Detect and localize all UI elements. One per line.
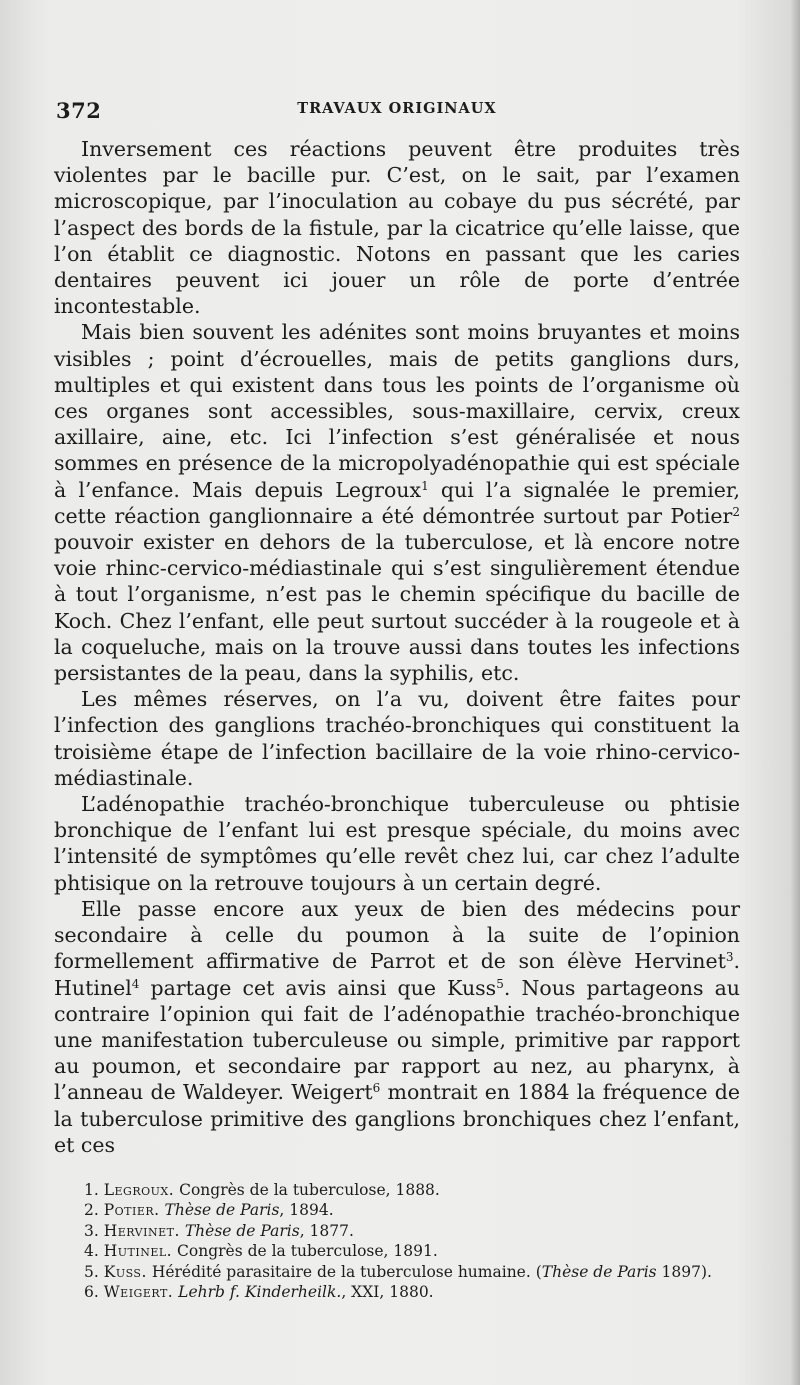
footnote-5: 5. Kuss. Hérédité parasitaire de la tuberculose humaine. (Thèse de Paris 1897). bbox=[84, 1262, 712, 1281]
footnote-ref-6[interactable]: 6 bbox=[372, 1081, 381, 1096]
page-header bbox=[54, 90, 740, 130]
footnote-2: 2. Potier. Thèse de Paris, 1894. bbox=[84, 1201, 334, 1220]
footnote-6: 6. Weigert. Lehrb f. Kinderheilk., XXI, 1880. bbox=[84, 1283, 434, 1302]
footnote-1: 1. Legroux. Congrès de la tuberculose, 1888. bbox=[84, 1180, 440, 1199]
footnote-3: 3. Hervinet. Thèse de Paris, 1877. bbox=[84, 1221, 354, 1240]
footnote-4: 4. Hutinel. Congrès de la tuberculose, 1891. bbox=[84, 1242, 438, 1261]
footnote-ref-5[interactable]: 5 bbox=[496, 976, 504, 991]
paragraph-4: L’adénopathie trachéo-bronchique tuberculeuse ou phtisie bronchique de l’enfant lui est presque spéciale, du moins avec l’intensité de symptômes qu’elle revêt chez lui, car chez l’adulte phtisique on la retrouve toujours à un certain degré. bbox=[54, 792, 740, 895]
paragraph-2: Mais bien souvent les adénites sont moins bruyantes et moins visibles ; point d’écrouelles, mais de petits ganglions durs, multiples et qui existent dans tous les points de l’organisme où ces organes sont accessibles, sous-maxillaire, cervix, creux axillaire, aine, etc. Ici l’infection s’est généralisée et nous sommes en présence de la micropolyadénopathie qui est spéciale à l’enfance. Mais depuis Legroux$^1$ qui l’a signalée le premier, cette réaction ganglionnaire a été démontrée surtout par Potier$^2$ pouvoir exister en dehors de la tuberculose, et là encore notre voie rhinc-cervico-médiastinale qui s’est singulièrement étendue à tout l’organisme, n’est pas le chemin spécifique du bacille de Koch. Chez l’enfant, elle peut surtout succéder à la rougeole et à la coqueluche, mais on la trouve aussi dans toutes les infections persistantes de la peau, dans la syphilis, etc. bbox=[54, 320, 740, 686]
footnote-ref-3[interactable]: 3 bbox=[725, 950, 734, 965]
page-number: 372 bbox=[56, 98, 102, 123]
running-title: TRAVAUX ORIGINAUX bbox=[297, 100, 497, 117]
paragraph-1: Inversement ces réactions peuvent être produites très violentes par le bacille pur. C’est, on le sait, par l’examen microscopique, par l’inoculation au cobaye du pus sécrété, par l’aspect des bords de la fistule, par la cicatrice qu’elle laisse, que l’on établit ce diagnostic. Notons en passant que les caries dentaires peuvent ici jouer un rôle de porte d’entrée incontestable. bbox=[54, 137, 740, 319]
footnote-ref-2[interactable]: 2 bbox=[732, 504, 740, 519]
footnotes bbox=[54, 1180, 740, 1303]
page-edge-shadow bbox=[790, 0, 800, 1385]
body-text bbox=[54, 136, 740, 1158]
footnote-ref-4[interactable]: 4 bbox=[131, 976, 140, 991]
paragraph-5: Elle passe encore aux yeux de bien des médecins pour secondaire à celle du poumon à la suite de l’opinion formellement affirmative de Parrot et de son élève Hervinet$^3$. Hutinel$^4$ partage cet avis ainsi que Kuss$^5$. Nous partageons au contraire l’opinion qui fait de l’adénopathie trachéo-bronchique une manifestation tuberculeuse ou simple, primitive par rapport au poumon, et secondaire par rapport au nez, au pharynx, à l’anneau de Waldeyer. Weigert$^6$ montrait en 1884 la fréquence de la tuberculose primitive des ganglions bronchiques chez l’enfant, et ces bbox=[54, 896, 740, 1157]
footnote-ref-1[interactable]: 1 bbox=[421, 478, 429, 493]
paragraph-3: Les mêmes réserves, on l’a vu, doivent être faites pour l’infection des ganglions trachéo-bronchiques qui constituent la troisième étape de l’infection bacillaire de la voie rhino-cervico-médiastinale. bbox=[54, 687, 740, 790]
